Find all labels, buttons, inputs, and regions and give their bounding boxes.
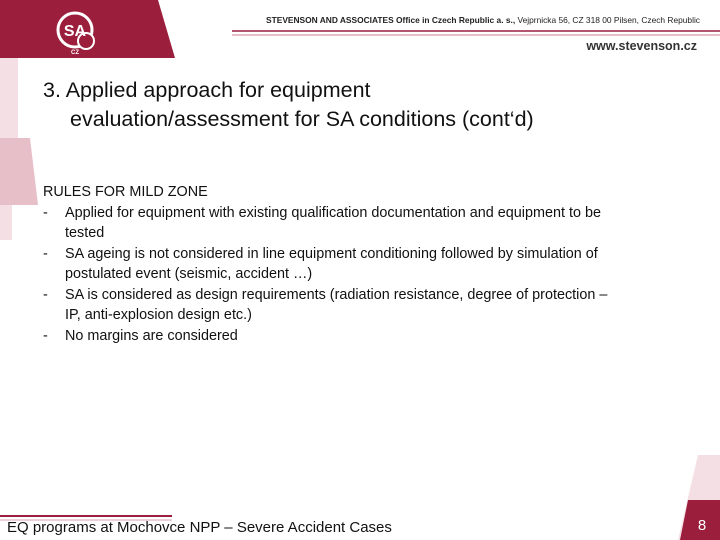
- left-band-mid: [0, 138, 38, 205]
- bullet-dash: -: [43, 327, 48, 344]
- bullet-dash: -: [43, 245, 48, 262]
- rule-line: IP, anti-explosion design etc.): [65, 307, 252, 323]
- left-band-light: [0, 58, 18, 138]
- website-link[interactable]: www.stevenson.cz: [586, 39, 697, 53]
- rule-item: [43, 244, 683, 285]
- page-number: 8: [697, 517, 707, 534]
- rules-heading: RULES FOR MILD ZONE: [43, 184, 208, 200]
- slide-title-line1: 3. Applied approach for equipment: [43, 78, 371, 102]
- slide-body: [43, 182, 683, 346]
- svg-text:SA: SA: [63, 23, 87, 40]
- slide-title: [43, 76, 683, 134]
- company-address: Vejprnicka 56, CZ 318 00 Pilsen, Czech Republic: [517, 15, 700, 25]
- footer-title: EQ programs at Mochovce NPP – Severe Accident Cases: [7, 519, 392, 536]
- rule-item: [43, 326, 683, 347]
- svg-text:CZ: CZ: [71, 50, 79, 56]
- rule-text: [65, 326, 683, 347]
- rule-line: SA is considered as design requirements (radiation resistance, degree of protection –: [65, 286, 608, 303]
- company-name: STEVENSON AND ASSOCIATES Office in Czech Republic a. s.,: [266, 15, 516, 25]
- rule-line: Applied for equipment with existing qualification documentation and equipment to be: [65, 204, 601, 221]
- rule-line: postulated event (seismic, accident …): [65, 266, 313, 282]
- rule-line: tested: [65, 225, 105, 241]
- rule-text: [65, 244, 683, 285]
- rule-item: [43, 203, 683, 244]
- rule-text: [65, 203, 683, 244]
- rule-line: SA ageing is not considered in line equipment conditioning followed by simulation of: [65, 245, 598, 262]
- slide-title-line2: evaluation/assessment for SA conditions (cont‘d): [70, 107, 534, 131]
- bullet-dash: -: [43, 204, 48, 221]
- company-info: [230, 15, 700, 25]
- rule-item: [43, 285, 683, 326]
- bullet-dash: -: [43, 286, 48, 303]
- rule-text: [65, 285, 683, 326]
- sa-logo-icon: [55, 8, 103, 56]
- left-band-light2: [0, 205, 12, 240]
- rule-line: No margins are considered: [65, 327, 238, 344]
